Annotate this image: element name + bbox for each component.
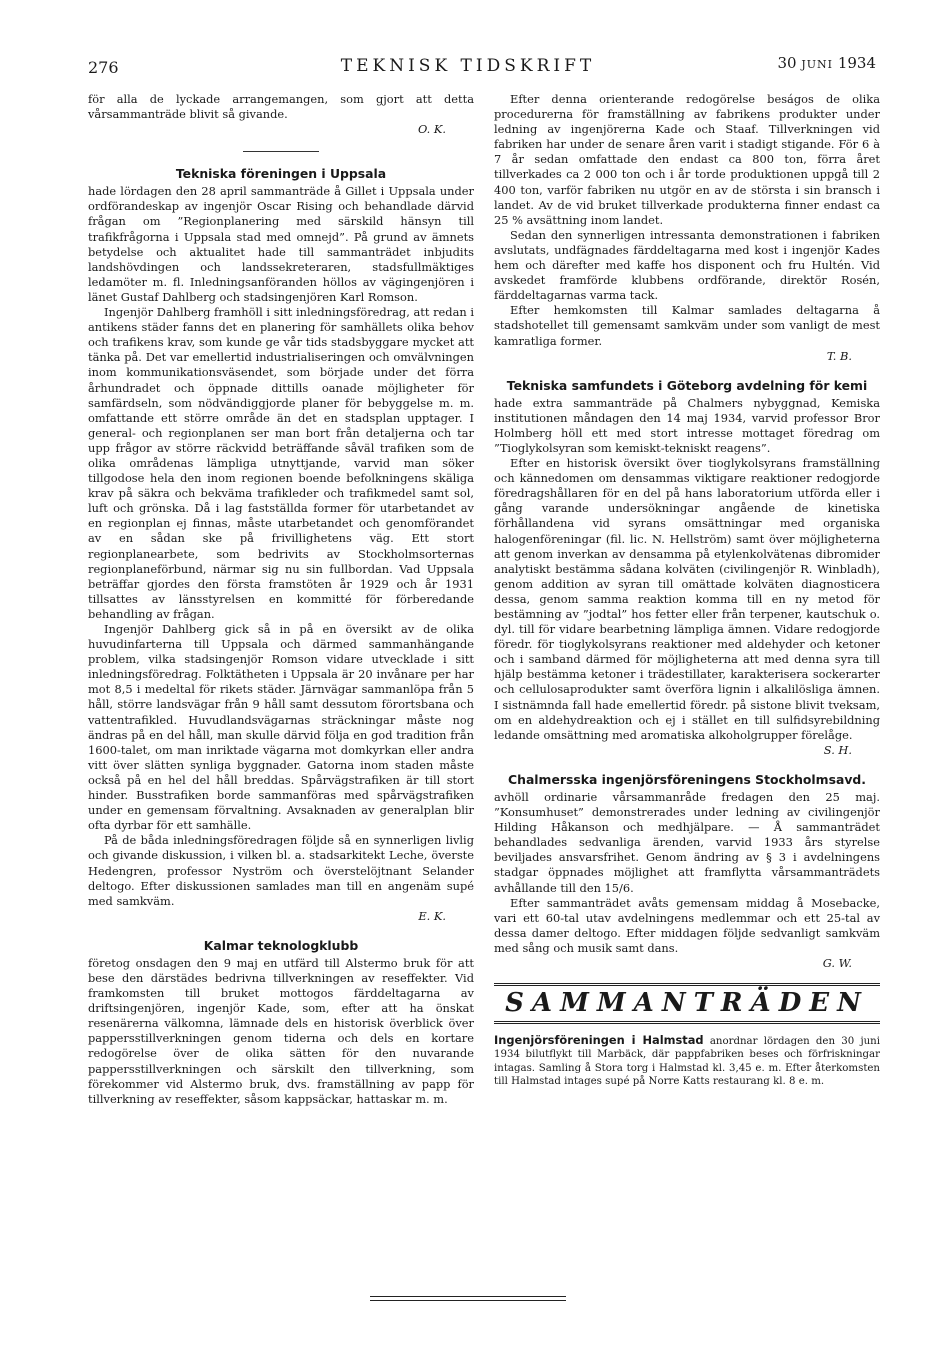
kalmar-heading: Kalmar teknologklubb: [203, 937, 359, 953]
chalmers-signature: G. W.: [822, 955, 852, 970]
kalmar-paragraph-1: företog onsdagen den 9 maj en utfärd till Alstermo bruk för att bese den därstädes bedrivna tillverkningen av reseffekter. Vid framkomsten till bruket mottogos färddeltagarna av driftsingenjören, ingenjör Kade, som, efter att ha önskat resenärerna välkomna, lämnade dels en historisk överblick över pappersstillverkningen genom tiderna och dels en kortare redogörelse över de olika sätten för den nuvarande pappersstillverkningen och särskilt den tillverkning, som förekommer vid Alstermo bruk, dvs. framställning av papp för tillverkning av reseffekter, såsom kappsäckar, hattaskar m. m.: [88, 955, 474, 1106]
journal-title: TEKNISK TIDSKRIFT: [340, 56, 596, 76]
uppsala-paragraph-1: hade lördagen den 28 april sammanträde å Gillet i Uppsala under ordförandeskap av ingenjör Oscar Rising och behandlade därvid frågan om ”Regionplanering med särskild hänsyn till trafikfrågorna i Uppsala stad med omnejd”. På grund av ämnets betydelse och aktualitet hade till sammanträdet inbjudits landshövdingen och landssekreteraren, stadsfullmäktiges ledamöter m. fl. Inledningsanföranden höllos av vägingenjören i länet Gustaf Dahlberg och stadsingenjören Karl Romson.: [88, 184, 474, 304]
halmstad-notice: [494, 1034, 880, 1089]
halmstad-lead: Ingenjörsföreningen i Halmstad: [494, 1033, 704, 1048]
uppsala-paragraph-4: På de båda inledningsföredragen följde så en synnerligen livlig och givande diskussion, i vilken bl. a. stadsarkitekt Leche, överste Hedengren, professor Nyström och överstelöjtnant Selander deltogo. Efter diskussionen samlades man till en angenäm supé med samkväm.: [88, 833, 474, 908]
goteborg-paragraph-2: Efter en historisk översikt över tioglykolsyrans framställning och kännedomen om densammas viktigare reaktioner redogjorde föredragshållaren för en del på hans laboratorium utförda eller i gång varande undersökningar angående de kinetiska förhållandena vid syrans omsättningar med organiska halogenföreningar (fil. lic. N. Hellström) samt över möjligheterna att genom inverkan av densamma på etylenkolvätenas dibromider analytiskt bestämma sådana kolväten (civilingenjör R. Winbladh), genom addition av syran till omättade kolväten diagnosticera dessa, genom samma reaktion komma till en ny metod för bestämning av ”jodtal” hos fetter eller från terpener, kautschuk o. dyl. till för vidare bearbetning lämpliga ämnen. Vidare redogjorde föredr. för tioglykolsyrans reaktioner med aldehyder och ketoner och i samband därmed för möjligheterna att med denna syra till hjälp bestämma ketoner i trädestillater, karakterisera sockerarter och cellulosaprodukter samt överföra lignin i alkalilösliga ämnen. I sistnämnda fall hade emellertid föredr. på sistone blivit tveksam, om en aldehydreaktion och ej i stället en till sulfidsyrebildning ledande omsättning med aromatiska alkoholgrupper förelåge.: [494, 456, 880, 742]
goteborg-paragraph-1: hade extra sammanträde på Chalmers nybyggnad, Kemiska institutionen måndagen den 14 maj 1934, varvid professor Bror Holmberg höll ett med stort intresse mottaget föredrag om ”Tioglykolsyran som kemiskt-tekniskt reagens”.: [494, 395, 880, 455]
date-day: 30: [777, 54, 797, 72]
uppsala-paragraph-3: Ingenjör Dahlberg gick så in på en översikt av de olika huvudinfarterna till Uppsala och därmed sammanhängande problem, vilka stadsingenjör Romson vidare utvecklade i sitt inledningsföredrag. Folktätheten i Uppsala är 20 invånare per har mot 8,5 i medeltal för rikets städer. Järnvägar sammanlöpa från 5 håll, större landsvägar från 9 håll samt dessutom förortsbana och vattentrafikled. Huvudlandsvägarnas sträckningar måste nog ändras på en del håll, man skulle därvid följa en god tradition från 1600-talet, om man inriktade vägarna mot domkyrkan eller andra vitt över slätten synliga byggnader. Gatorna inom staden måste också på en hel del håll breddas. Spårvägstrafiken är till stort hinder. Busstrafiken borde sammanföras med spårvägstrafiken under en gemensam förvaltning. Avsaknaden av generalplan blir ofta dyrbar för ett samhälle.: [88, 622, 474, 833]
goteborg-heading: Tekniska samfundets i Göteborg avdelning för kemi: [506, 377, 868, 393]
page-header: [0, 52, 936, 82]
left-column: [88, 92, 474, 1107]
page-number: 276: [88, 58, 119, 77]
intro-paragraph: [88, 92, 474, 122]
kalmar-signature: T. B.: [826, 348, 852, 363]
intro-signature: O. K.: [417, 122, 446, 137]
chalmers-paragraph-1: avhöll ordinarie vårsammanråde fredagen den 25 maj. ”Konsumhuset” demonstrerades under ledning av civilingenjör Hilding Håkanson och medhjälpare. — Å sammanträdet behandlades sedvanliga ärenden, varvid 1933 års styrelse beviljades ansvarsfrihet. Genom ändring av § 3 i avdelningens stadgar öppnades möjlighet att framflytta vårsammanträdets avhållande till den 15/6.: [494, 789, 880, 895]
kalmar-paragraph-2: Efter denna orienterande redogörelse beságos de olika procedurerna för framställning av fabrikens produkter under ledning av ingenjörerna Kade och Staaf. Tillverkningen vid fabriken har under de senare åren varit i stadigt stigande. För 6 à 7 år sedan omfattade den endast ca 800 ton, förra året tillverkades ca 2 000 ton och i år torde produktionen uppgå till 2 400 ton, varför fabriken nu utgör en av de största i sin bransch i landet. Av de vid bruket tillverkade produkterna finner endast ca 25 % avsättning inom landet.: [494, 92, 880, 227]
halmstad-text: anordnar lördagen den 30 juni 1934 bilutflykt till Marbäck, där pappfabriken beses och förfriskningar intagas. Samling å Stora torg i Halmstad kl. 3,45 e. m. Efter återkomsten till Halmstad intages supé på Norre Katts restaurang kl. 8 e. m.: [494, 1036, 880, 1088]
intro-text: för alla de lyckade arrangemangen, som gjort att detta vårsammanträde blivit så givande.: [88, 92, 474, 122]
footer-rule: [370, 1296, 566, 1301]
uppsala-heading: Tekniska föreningen i Uppsala: [175, 166, 387, 182]
uppsala-paragraph-2: Ingenjör Dahlberg framhöll i sitt inledningsföredrag, att redan i antikens städer fanns det en planering för samhällets olika behov och trafikens krav, som kunde ge vår tids stadsbyggare mycket att tänka på. Det var emellertid industrialiseringen och omvälvningen inom kommunikationsväsendet, som började under det förra århundradet och öppnade dittills oanade möjligheter för samfärdseln, som nödvändiggjorde planer för bebyggelse m. m. omfattande ett större område än det en stadsplan upptager. I general- och regionplanen ser man bort från detaljerna och tar upp frågor av större räckvidd beträffande såväl trafiken som de olika områdenas lämpliga utnyttjande, varvid man söker tillgodose hela den inom regionen boende befolkningens skäliga krav på säkra och bekväma trafikleder och trafikmedel samt sol, luft och grönska. Då i lag fastställda former för utarbetandet av en regionplan ej finnas, måste utarbetandet och genomförandet av en sådan ske på frivillighetens väg. Ett stort regionplanearbete, som bedrivits av Stockholmsorternas regionplaneförbund, närmar sig nu sin fullbordan. Vad Uppsala beträffar gjordes den första framstöten år 1929 och år 1931 tillsattes av länsstyrelsen en kommitté för förberedande behandling av frågan.: [88, 305, 474, 621]
goteborg-signature: S. H.: [823, 742, 852, 757]
date-month: JUNI: [801, 58, 834, 71]
kalmar-paragraph-3: Sedan den synnerligen intressanta demonstrationen i fabriken avslutats, undfägnades färddeltagarna med kost i ingenjör Kades hem och därefter med kaffe hos disponent och fru Hultén. Vid avskedet framförde klubbens ordförande, direktör Rosén, färddeltagarnas varma tack.: [494, 227, 880, 303]
sammantraden-banner: SAMMANTRÄDEN: [494, 983, 880, 1024]
date-year: 1934: [837, 54, 876, 72]
kalmar-paragraph-4: Efter hemkomsten till Kalmar samlades deltagarna å stadshotellet till gemensamt samkväm under som vanligt de mest kamratliga former.: [494, 303, 880, 348]
section-divider: [243, 151, 319, 152]
right-column: [494, 92, 880, 1089]
chalmers-heading: Chalmersska ingenjörsföreningens Stockholmsavd.: [508, 771, 866, 787]
uppsala-signature: E. K.: [418, 908, 446, 923]
chalmers-paragraph-2: Efter sammanträdet avåts gemensam middag å Mosebacke, vari ett 60-tal utav avdelningens medlemmar och ett 25-tal av dessa damer deltogo. Efter middagen följde sedvanligt samkväm med sång och musik samt dans.: [494, 895, 880, 955]
issue-date: [778, 54, 877, 72]
